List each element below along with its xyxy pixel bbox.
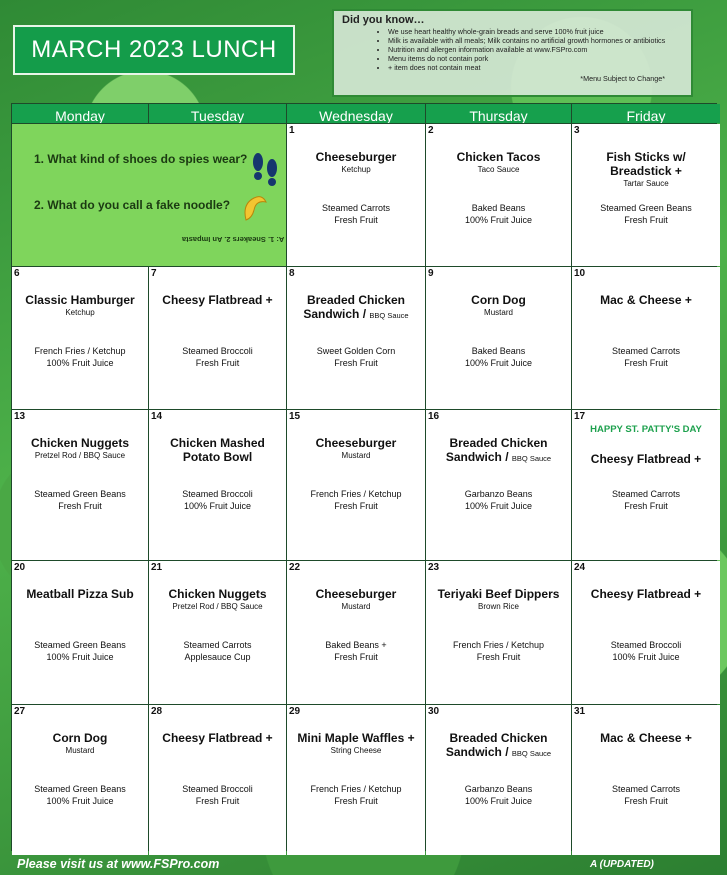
day-header-thursday: Thursday: [426, 104, 571, 123]
date-number: 15: [289, 411, 301, 422]
entree-sauce: BBQ Sauce: [511, 454, 552, 463]
side-dish: Fresh Fruit: [195, 796, 240, 806]
side-dish: 100% Fruit Juice: [46, 652, 114, 662]
side-dishes: [426, 202, 571, 226]
riddle-question-2: 2. What do you call a fake noodle?: [34, 198, 231, 212]
entree: [287, 587, 425, 612]
entree: [12, 293, 148, 318]
side-dish: 100% Fruit Juice: [46, 358, 114, 368]
side-dishes: [426, 639, 571, 663]
side-dishes: [426, 783, 571, 807]
side-dish: French Fries / Ketchup: [452, 640, 545, 650]
list-item: • Menu items do not contain pork: [388, 54, 683, 63]
entree-name: Fish Sticks w/ Breadstick +: [606, 150, 686, 178]
day-cell: [426, 561, 571, 704]
riddle-panel: [12, 124, 286, 266]
side-dish: Sweet Golden Corn: [316, 346, 396, 356]
day-cell: [426, 267, 571, 409]
entree-sauce: BBQ Sauce: [511, 749, 552, 758]
side-dishes: [12, 345, 148, 369]
side-dish: Fresh Fruit: [624, 796, 668, 806]
side-dish: Fresh Fruit: [195, 358, 240, 368]
side-dish: Fresh Fruit: [334, 215, 378, 225]
entree: [572, 452, 720, 466]
date-number: 9: [428, 268, 434, 279]
side-dish: French Fries / Ketchup: [310, 489, 402, 499]
date-number: 29: [289, 706, 301, 717]
side-dishes: [426, 345, 571, 369]
noodle-icon: [240, 190, 270, 224]
entree: [572, 731, 720, 745]
entree-condiment: Mustard: [341, 602, 371, 611]
entree-name: Breaded Chicken Sandwich /: [303, 293, 406, 321]
side-dish: Steamed Carrots: [611, 346, 681, 356]
date-number: 30: [428, 706, 440, 717]
entree-name: Cheesy Flatbread +: [162, 731, 273, 745]
side-dishes: [12, 639, 148, 663]
entree-condiment: Taco Sauce: [477, 165, 520, 174]
side-dish: Steamed Green Beans: [34, 784, 126, 794]
day-cell: [149, 267, 286, 409]
entree: [149, 436, 286, 464]
day-cell: [149, 561, 286, 704]
date-number: 21: [151, 562, 163, 573]
entree-name: Mac & Cheese +: [600, 731, 692, 745]
list-item: • Milk is available with all meals; Milk contains no artificial growth hormones or antibiotics: [388, 36, 683, 45]
list-item: • + item does not contain meat: [388, 63, 683, 72]
entree-condiment: Ketchup: [341, 165, 371, 174]
riddle-question-1: 1. What kind of shoes do spies wear?: [34, 152, 248, 166]
side-dish: Steamed Carrots: [611, 784, 681, 794]
date-number: 8: [289, 268, 295, 279]
date-number: 16: [428, 411, 440, 422]
calendar-grid: [11, 103, 717, 851]
side-dishes: [572, 783, 720, 807]
side-dish: Fresh Fruit: [334, 652, 378, 662]
day-cell: [572, 705, 720, 855]
holiday-text: HAPPY ST. PATTY'S DAY: [590, 424, 702, 435]
entree-name: Corn Dog: [52, 731, 108, 745]
side-dish: French Fries / Ketchup: [310, 784, 402, 794]
side-dish: Steamed Green Beans: [34, 489, 126, 499]
footer-visit-text: Please visit us at www.FSPro.com: [17, 857, 220, 871]
did-you-know-list: [342, 27, 683, 72]
entree-name: Mac & Cheese +: [600, 293, 692, 307]
list-item: • We use heart healthy whole-grain breads and serve 100% fruit juice: [388, 27, 683, 36]
did-you-know-heading: Did you know…: [342, 14, 425, 26]
entree-condiment: Pretzel Rod / BBQ Sauce: [172, 602, 263, 611]
day-header-tuesday: Tuesday: [149, 104, 286, 123]
day-cell: [149, 410, 286, 560]
side-dish: Steamed Carrots: [183, 640, 252, 650]
entree: [149, 293, 286, 307]
date-number: 10: [574, 268, 586, 279]
side-dish: Baked Beans +: [325, 640, 387, 650]
side-dish: French Fries / Ketchup: [34, 346, 126, 356]
entree-name: Cheeseburger: [315, 587, 397, 601]
entree-name: Chicken Tacos: [456, 150, 541, 164]
entree-sauce: BBQ Sauce: [369, 311, 409, 320]
entree: [287, 293, 425, 323]
day-cell: [426, 705, 571, 855]
entree: [12, 587, 148, 601]
entree: [12, 436, 148, 461]
date-number: 13: [14, 411, 26, 422]
date-number: 14: [151, 411, 163, 422]
entree-name: Mini Maple Waffles +: [297, 731, 415, 745]
side-dish: Garbanzo Beans: [464, 489, 533, 499]
date-number: 24: [574, 562, 586, 573]
page-title: MARCH 2023 LUNCH: [13, 25, 295, 75]
footprints-icon: [248, 146, 284, 190]
entree-name: Cheesy Flatbread +: [590, 587, 702, 601]
entree-name: Chicken Mashed Potato Bowl: [170, 436, 265, 464]
day-cell: [572, 267, 720, 409]
side-dish: Steamed Carrots: [611, 489, 681, 499]
entree-name: Meatball Pizza Sub: [26, 587, 134, 601]
entree-name: Cheesy Flatbread +: [162, 293, 273, 307]
date-number: 17: [574, 411, 586, 422]
day-header-wednesday: Wednesday: [287, 104, 425, 123]
entree-condiment: Mustard: [484, 308, 513, 317]
did-you-know-box: [332, 9, 693, 97]
side-dish: Baked Beans: [471, 203, 526, 213]
side-dish: Steamed Broccoli: [182, 489, 253, 499]
entree-name: Corn Dog: [471, 293, 526, 307]
entree-condiment: Brown Rice: [478, 602, 519, 611]
entree-name: Classic Hamburger: [25, 293, 135, 307]
day-cell: [12, 267, 148, 409]
day-cell: [287, 705, 425, 855]
side-dish: 100% Fruit Juice: [183, 501, 252, 511]
footer-updated-text: A (UPDATED): [590, 859, 654, 870]
side-dish: Fresh Fruit: [624, 501, 668, 511]
entree-condiment: Mustard: [65, 746, 95, 755]
list-item: • Nutrition and allergen information available at www.FSPro.com: [388, 45, 683, 54]
side-dishes: [12, 783, 148, 807]
side-dish: Fresh Fruit: [624, 215, 668, 225]
entree: [572, 587, 720, 601]
side-dishes: [149, 345, 286, 369]
side-dish: Fresh Fruit: [334, 796, 378, 806]
menu-subject-note: *Menu Subject to Change*: [580, 74, 665, 83]
entree: [426, 150, 571, 175]
entree-condiment: String Cheese: [330, 746, 382, 755]
side-dish: Steamed Broccoli: [182, 346, 253, 356]
side-dish: 100% Fruit Juice: [464, 501, 533, 511]
entree: [572, 150, 720, 189]
side-dishes: [287, 345, 425, 369]
entree: [572, 293, 720, 307]
day-cell: [572, 561, 720, 704]
entree: [426, 587, 571, 612]
side-dish: Fresh Fruit: [334, 501, 378, 511]
entree-name: Cheesy Flatbread +: [590, 452, 702, 466]
entree-name: Chicken Nuggets: [168, 587, 267, 601]
date-number: 20: [14, 562, 26, 573]
entree-name: Cheeseburger: [315, 150, 397, 164]
entree-name: Cheeseburger: [315, 436, 397, 450]
date-number: 1: [289, 125, 295, 136]
date-number: 7: [151, 268, 157, 279]
side-dishes: [149, 639, 286, 663]
side-dishes: [426, 488, 571, 512]
entree-condiment: Tartar Sauce: [623, 179, 669, 188]
day-cell: [287, 410, 425, 560]
entree: [12, 731, 148, 756]
day-cell: [149, 705, 286, 855]
date-number: 2: [428, 125, 434, 136]
day-cell: [572, 124, 720, 266]
side-dishes: [287, 488, 425, 512]
side-dishes: [149, 488, 286, 512]
side-dishes: [572, 202, 720, 226]
entree: [426, 731, 571, 761]
side-dish: Applesauce Cup: [184, 652, 251, 662]
entree: [426, 436, 571, 466]
day-cell: [426, 410, 571, 560]
date-number: 22: [289, 562, 301, 573]
side-dishes: [572, 639, 720, 663]
day-cell: [426, 124, 571, 266]
day-header-monday: Monday: [12, 104, 148, 123]
side-dish: Steamed Green Beans: [34, 640, 126, 650]
entree: [149, 731, 286, 745]
day-cell: [287, 124, 425, 266]
side-dish: Baked Beans: [471, 346, 526, 356]
side-dishes: [287, 639, 425, 663]
side-dish: Fresh Fruit: [334, 358, 378, 368]
entree: [426, 293, 571, 318]
entree-condiment: Pretzel Rod / BBQ Sauce: [34, 451, 126, 460]
date-number: 3: [574, 125, 580, 136]
side-dish: Fresh Fruit: [58, 501, 102, 511]
side-dish: Fresh Fruit: [624, 358, 668, 368]
day-cell: [12, 561, 148, 704]
day-cell: [287, 561, 425, 704]
side-dish: Fresh Fruit: [476, 652, 521, 662]
entree-condiment: Mustard: [341, 451, 371, 460]
entree: [287, 731, 425, 756]
side-dish: Garbanzo Beans: [464, 784, 533, 794]
date-number: 31: [574, 706, 586, 717]
day-cell: [12, 410, 148, 560]
entree-name: Chicken Nuggets: [30, 436, 129, 450]
side-dishes: [287, 202, 425, 226]
entree: [287, 150, 425, 175]
date-number: 6: [14, 268, 20, 279]
entree-name: Breaded Chicken Sandwich /: [445, 436, 548, 464]
entree-condiment: Ketchup: [65, 308, 95, 317]
entree: [149, 587, 286, 612]
side-dish: Steamed Broccoli: [610, 640, 682, 650]
date-number: 27: [14, 706, 26, 717]
side-dish: 100% Fruit Juice: [464, 215, 533, 225]
side-dish: Steamed Broccoli: [182, 784, 253, 794]
side-dishes: [149, 783, 286, 807]
entree: [287, 436, 425, 461]
riddle-answer: A: 1. Sneakers 2. An Impasta: [182, 235, 285, 244]
side-dishes: [287, 783, 425, 807]
side-dish: 100% Fruit Juice: [612, 652, 680, 662]
side-dishes: [572, 345, 720, 369]
day-cell: [287, 267, 425, 409]
day-header-friday: Friday: [572, 104, 720, 123]
side-dish: 100% Fruit Juice: [464, 358, 533, 368]
side-dish: 100% Fruit Juice: [46, 796, 114, 806]
entree-name: Breaded Chicken Sandwich /: [445, 731, 548, 759]
date-number: 23: [428, 562, 440, 573]
side-dish: Steamed Carrots: [321, 203, 391, 213]
day-cell: [572, 410, 720, 560]
side-dishes: [12, 488, 148, 512]
side-dish: Steamed Green Beans: [600, 203, 692, 213]
day-cell: [12, 705, 148, 855]
entree-name: Teriyaki Beef Dippers: [437, 587, 560, 601]
side-dishes: [572, 488, 720, 512]
date-number: 28: [151, 706, 163, 717]
side-dish: 100% Fruit Juice: [464, 796, 533, 806]
